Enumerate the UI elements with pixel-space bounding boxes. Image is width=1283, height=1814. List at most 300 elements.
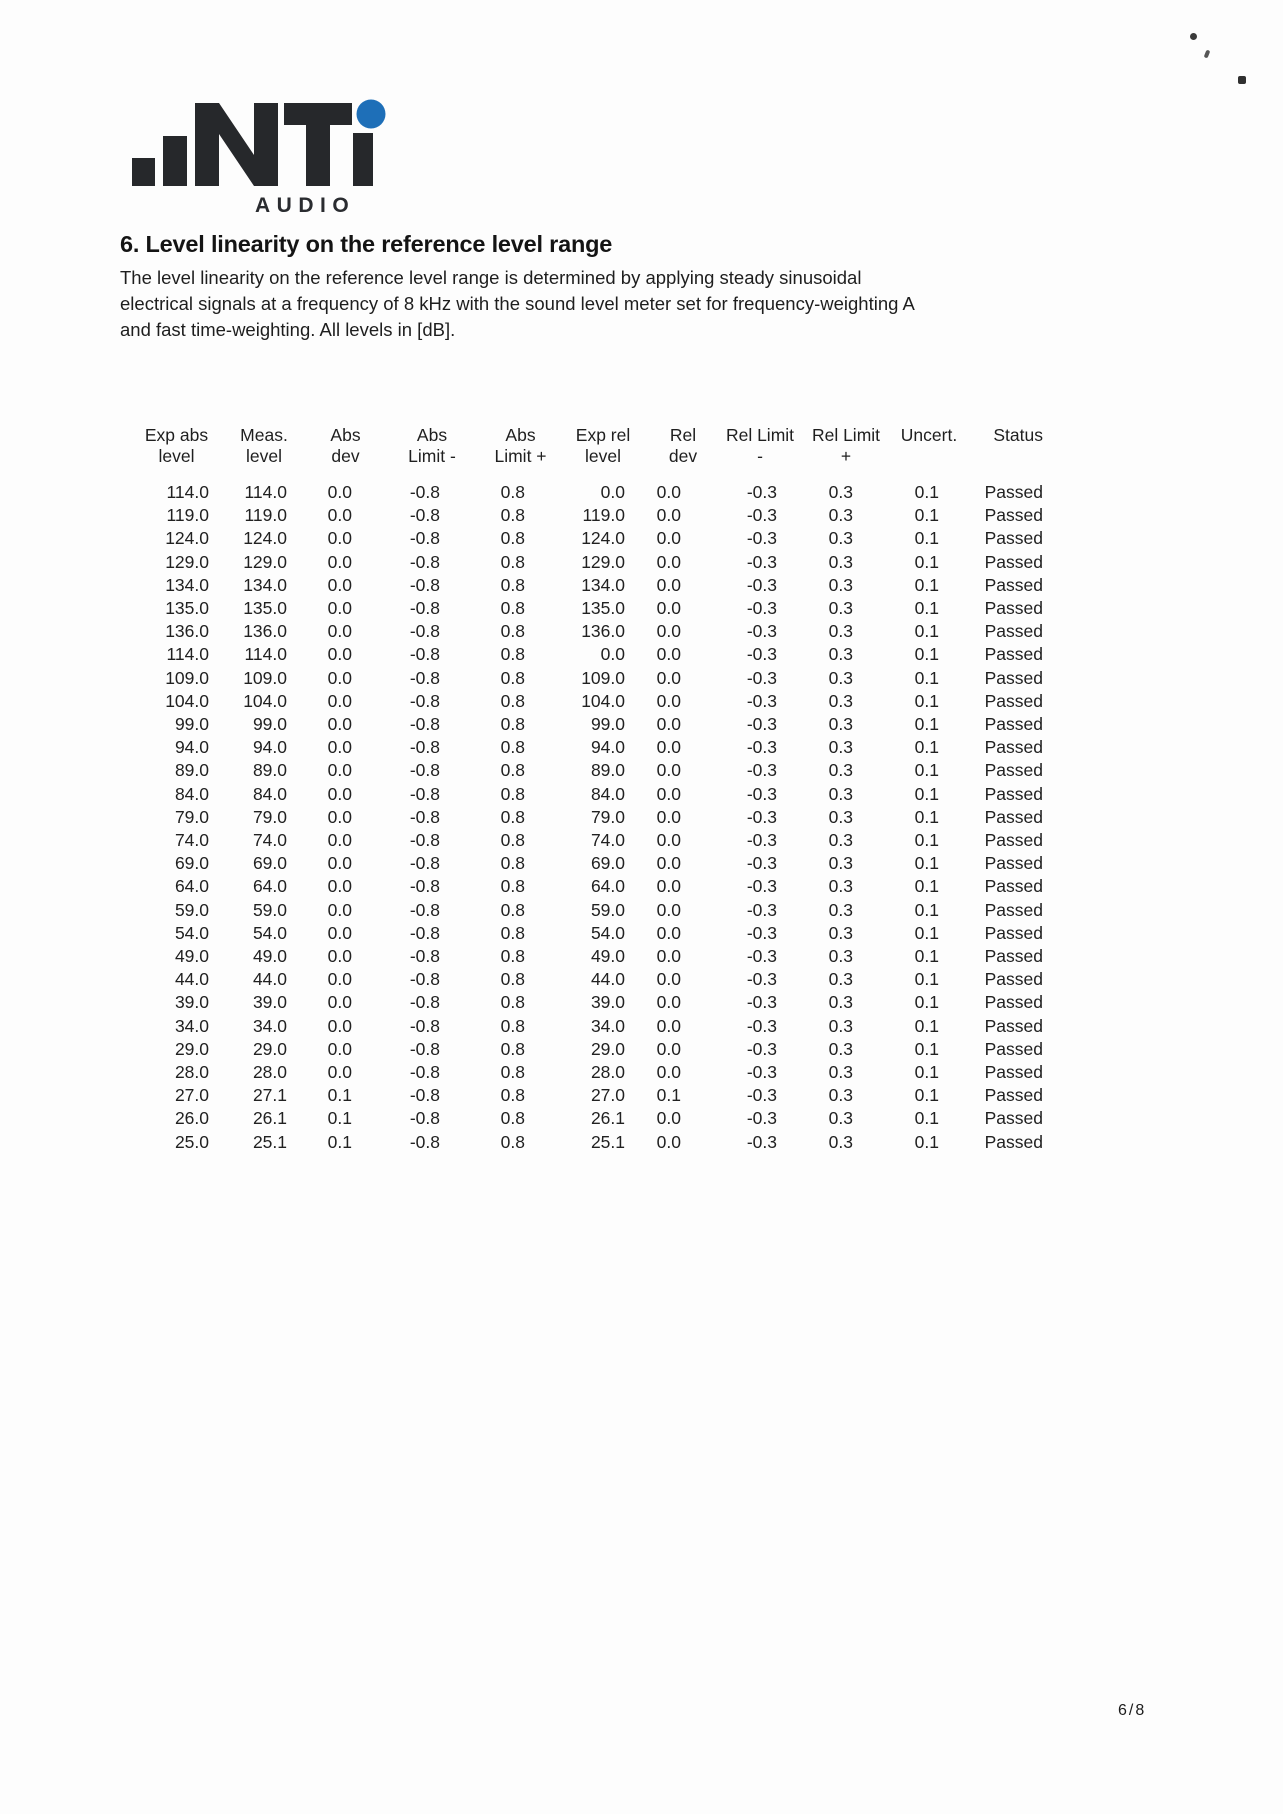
- table-cell: 0.0: [327, 644, 352, 665]
- table-cell: 0.0: [327, 598, 352, 619]
- table-cell: 0.0: [327, 737, 352, 758]
- table-cell: 0.1: [914, 1015, 939, 1036]
- table-cell: 0.0: [327, 969, 352, 990]
- table-cell: -0.8: [409, 621, 440, 642]
- table-cell: Passed: [984, 853, 1043, 874]
- table-cell: -0.8: [409, 714, 440, 735]
- table-row: [120, 968, 1045, 991]
- table-cell: -0.3: [746, 737, 777, 758]
- table-cell: 64.0: [174, 876, 209, 897]
- table-row: [120, 667, 1045, 690]
- table-cell: -0.3: [746, 621, 777, 642]
- table-cell: 89.0: [590, 760, 625, 781]
- table-cell: 0.0: [656, 528, 681, 549]
- table-cell: Passed: [984, 1108, 1043, 1129]
- table-cell: 99.0: [252, 714, 287, 735]
- table-cell: 0.1: [914, 922, 939, 943]
- table-cell: 69.0: [252, 853, 287, 874]
- table-cell: 0.8: [500, 551, 525, 572]
- table-cell: 0.0: [656, 621, 681, 642]
- logo-letter-n: [195, 103, 278, 186]
- table-cell: 39.0: [590, 992, 625, 1013]
- table-row: [120, 1015, 1045, 1038]
- column-header: Abs dev: [330, 425, 361, 466]
- table-cell: 136.0: [581, 621, 625, 642]
- table-cell: 79.0: [590, 806, 625, 827]
- table-cell: -0.3: [746, 946, 777, 967]
- table-cell: 119.0: [582, 505, 625, 526]
- table-cell: -0.3: [746, 760, 777, 781]
- table-cell: 0.0: [656, 505, 681, 526]
- table-cell: 0.0: [327, 621, 352, 642]
- table-cell: 134.0: [165, 574, 209, 595]
- table-cell: 25.1: [590, 1131, 625, 1152]
- table-cell: 0.1: [656, 1085, 681, 1106]
- table-row: [120, 504, 1045, 527]
- table-cell: 0.3: [828, 551, 853, 572]
- table-cell: 0.3: [828, 853, 853, 874]
- table-cell: 59.0: [252, 899, 287, 920]
- table-cell: -0.3: [746, 1085, 777, 1106]
- table-cell: -0.8: [409, 644, 440, 665]
- table-header-row: [120, 420, 1045, 481]
- table-cell: Passed: [984, 969, 1043, 990]
- table-cell: 129.0: [165, 551, 209, 572]
- table-cell: 0.8: [500, 992, 525, 1013]
- table-cell: 0.3: [828, 946, 853, 967]
- logo-letter-t: [284, 103, 352, 186]
- table-cell: 0.1: [914, 574, 939, 595]
- table-row: [120, 620, 1045, 643]
- table-cell: 0.8: [500, 760, 525, 781]
- table-cell: 0.3: [828, 598, 853, 619]
- table-cell: 89.0: [174, 760, 209, 781]
- table-cell: 26.1: [590, 1108, 625, 1129]
- table-cell: 94.0: [590, 737, 625, 758]
- table-cell: 44.0: [252, 969, 287, 990]
- table-cell: 0.0: [656, 806, 681, 827]
- section-level-linearity: [120, 231, 1020, 342]
- column-header: Meas. level: [240, 425, 288, 466]
- table-cell: 54.0: [174, 922, 209, 943]
- table-cell: 0.1: [914, 551, 939, 572]
- table-row: [120, 1061, 1045, 1084]
- table-cell: Passed: [984, 830, 1043, 851]
- table-cell: Passed: [984, 551, 1043, 572]
- table-cell: 0.0: [327, 1015, 352, 1036]
- table-row: [120, 991, 1045, 1014]
- table-cell: 0.0: [327, 505, 352, 526]
- table-cell: Passed: [984, 598, 1043, 619]
- table-cell: -0.3: [746, 1038, 777, 1059]
- table-cell: 0.8: [500, 1015, 525, 1036]
- table-cell: 0.3: [828, 1108, 853, 1129]
- table-cell: 0.1: [914, 1062, 939, 1083]
- table-cell: 27.1: [252, 1085, 287, 1106]
- table-cell: 59.0: [174, 899, 209, 920]
- table-cell: 124.0: [581, 528, 625, 549]
- table-cell: 0.3: [828, 621, 853, 642]
- table-cell: 0.1: [914, 714, 939, 735]
- table-row: [120, 783, 1045, 806]
- table-cell: 134.0: [581, 574, 625, 595]
- table-cell: -0.3: [746, 1108, 777, 1129]
- table-cell: 0.1: [914, 667, 939, 688]
- table-cell: 0.3: [828, 737, 853, 758]
- table-cell: 0.8: [500, 621, 525, 642]
- table-cell: 129.0: [581, 551, 625, 572]
- table-cell: 84.0: [174, 783, 209, 804]
- table-cell: 0.3: [828, 922, 853, 943]
- table-cell: 25.1: [252, 1131, 287, 1152]
- table-cell: 135.0: [581, 598, 625, 619]
- table-cell: 0.1: [914, 737, 939, 758]
- table-row: [120, 481, 1045, 504]
- table-cell: 0.8: [500, 737, 525, 758]
- table-cell: 84.0: [252, 783, 287, 804]
- table-cell: 0.3: [828, 528, 853, 549]
- table-cell: 54.0: [590, 922, 625, 943]
- table-cell: 0.3: [828, 644, 853, 665]
- table-cell: 114.0: [244, 482, 287, 502]
- table-cell: 104.0: [243, 690, 287, 711]
- table-cell: 0.0: [327, 1038, 352, 1059]
- table-cell: Passed: [984, 783, 1043, 804]
- table-cell: 29.0: [174, 1038, 209, 1059]
- table-row: [120, 690, 1045, 713]
- table-cell: 0.0: [656, 690, 681, 711]
- table-cell: -0.8: [409, 1131, 440, 1152]
- table-row: [120, 1084, 1045, 1107]
- table-cell: 0.1: [914, 690, 939, 711]
- table-cell: 0.8: [500, 1085, 525, 1106]
- table-cell: 109.0: [165, 667, 209, 688]
- table-cell: 29.0: [252, 1038, 287, 1059]
- table-cell: 27.0: [590, 1085, 625, 1106]
- table-cell: -0.3: [746, 598, 777, 619]
- logo-audio-label: AUDIO: [255, 194, 356, 217]
- table-cell: 99.0: [174, 714, 209, 735]
- logo-letter-i-dot: [357, 100, 386, 129]
- table-cell: 0.8: [500, 922, 525, 943]
- table-cell: 0.1: [914, 853, 939, 874]
- table-cell: 25.0: [174, 1131, 209, 1152]
- table-cell: Passed: [984, 644, 1043, 665]
- table-cell: 0.8: [500, 482, 525, 502]
- table-cell: 0.8: [500, 1062, 525, 1083]
- table-cell: -0.3: [746, 969, 777, 990]
- table-cell: 34.0: [252, 1015, 287, 1036]
- table-row: [120, 736, 1045, 759]
- table-cell: -0.8: [409, 783, 440, 804]
- table-cell: -0.3: [746, 551, 777, 572]
- table-row: [120, 527, 1045, 550]
- table-cell: 0.0: [327, 946, 352, 967]
- table-cell: 0.8: [500, 1131, 525, 1152]
- table-row: [120, 597, 1045, 620]
- table-cell: -0.3: [746, 667, 777, 688]
- table-cell: 0.0: [656, 1108, 681, 1129]
- table-cell: -0.3: [746, 830, 777, 851]
- table-cell: 0.8: [500, 667, 525, 688]
- table-cell: 0.8: [500, 853, 525, 874]
- table-cell: -0.3: [746, 528, 777, 549]
- table-cell: 0.3: [828, 876, 853, 897]
- table-cell: 0.0: [327, 690, 352, 711]
- table-cell: Passed: [984, 806, 1043, 827]
- table-row: [120, 945, 1045, 968]
- table-cell: 0.8: [500, 505, 525, 526]
- table-cell: Passed: [984, 946, 1043, 967]
- table-cell: -0.8: [409, 946, 440, 967]
- table-cell: -0.8: [409, 690, 440, 711]
- table-cell: 0.0: [327, 783, 352, 804]
- scan-artifact-dot: [1238, 76, 1246, 84]
- table-cell: 0.0: [656, 830, 681, 851]
- table-cell: 0.3: [828, 992, 853, 1013]
- table-cell: 0.1: [914, 1085, 939, 1106]
- table-cell: 0.3: [828, 1131, 853, 1152]
- table-cell: 0.1: [914, 969, 939, 990]
- table-row: [120, 551, 1045, 574]
- table-cell: 0.1: [914, 806, 939, 827]
- column-header: Exp rel level: [575, 425, 631, 466]
- table-cell: 0.0: [656, 482, 681, 502]
- table-row: [120, 1131, 1045, 1154]
- table-cell: 0.8: [500, 598, 525, 619]
- table-cell: 28.0: [590, 1062, 625, 1083]
- table-cell: -0.8: [409, 574, 440, 595]
- nti-audio-logo: [130, 99, 390, 219]
- table-cell: Passed: [984, 992, 1043, 1013]
- table-cell: Passed: [984, 528, 1043, 549]
- table-cell: Passed: [984, 574, 1043, 595]
- table-cell: Passed: [984, 1085, 1043, 1106]
- table-cell: 109.0: [243, 667, 287, 688]
- table-cell: 0.3: [828, 574, 853, 595]
- table-cell: 0.0: [327, 922, 352, 943]
- table-cell: 89.0: [252, 760, 287, 781]
- table-cell: 0.1: [914, 598, 939, 619]
- table-cell: 0.0: [327, 853, 352, 874]
- table-cell: 0.1: [914, 992, 939, 1013]
- table-cell: -0.8: [409, 1085, 440, 1106]
- table-cell: Passed: [984, 621, 1043, 642]
- table-cell: 0.8: [500, 969, 525, 990]
- table-cell: -0.8: [409, 1038, 440, 1059]
- table-cell: 0.0: [327, 482, 352, 502]
- table-cell: 0.1: [914, 760, 939, 781]
- table-cell: 34.0: [174, 1015, 209, 1036]
- table-cell: Passed: [984, 1131, 1043, 1152]
- table-cell: 0.3: [828, 690, 853, 711]
- table-cell: Passed: [984, 922, 1043, 943]
- table-cell: 136.0: [243, 621, 287, 642]
- table-cell: -0.8: [409, 830, 440, 851]
- table-cell: Passed: [984, 690, 1043, 711]
- table-cell: -0.3: [746, 1131, 777, 1152]
- table-row: [120, 759, 1045, 782]
- nti-logomark-icon: [130, 99, 388, 191]
- table-cell: 0.8: [500, 783, 525, 804]
- table-cell: -0.8: [409, 505, 440, 526]
- logo-bar-tall: [163, 136, 187, 186]
- table-cell: 0.0: [327, 760, 352, 781]
- table-cell: 0.0: [656, 1062, 681, 1083]
- table-cell: 119.0: [166, 505, 209, 526]
- column-header: Exp abs level: [144, 425, 209, 466]
- table-cell: 124.0: [243, 528, 287, 549]
- table-cell: 0.1: [914, 830, 939, 851]
- table-cell: 74.0: [590, 830, 625, 851]
- table-cell: 0.0: [600, 644, 625, 665]
- table-cell: -0.8: [409, 551, 440, 572]
- table-cell: 0.1: [914, 1131, 939, 1152]
- table-cell: 0.1: [327, 1108, 352, 1129]
- table-cell: 0.0: [656, 899, 681, 920]
- table-cell: 0.3: [828, 806, 853, 827]
- table-cell: 134.0: [243, 574, 287, 595]
- table-cell: -0.8: [409, 876, 440, 897]
- table-cell: -0.8: [409, 992, 440, 1013]
- scan-artifact-dot: [1190, 33, 1197, 40]
- table-cell: Passed: [984, 667, 1043, 688]
- table-cell: 0.1: [914, 505, 939, 526]
- table-cell: 0.8: [500, 1108, 525, 1129]
- table-cell: 0.0: [327, 714, 352, 735]
- table-cell: 26.1: [252, 1108, 287, 1129]
- table-cell: 0.8: [500, 1038, 525, 1059]
- table-cell: 0.0: [327, 899, 352, 920]
- table-cell: 44.0: [174, 969, 209, 990]
- table-cell: Passed: [984, 1038, 1043, 1059]
- table-row: [120, 806, 1045, 829]
- table-row: [120, 922, 1045, 945]
- table-cell: 69.0: [590, 853, 625, 874]
- table-cell: 0.3: [828, 505, 853, 526]
- table-cell: -0.3: [746, 806, 777, 827]
- column-header: Abs Limit +: [494, 425, 547, 466]
- table-cell: -0.3: [746, 1015, 777, 1036]
- table-cell: 0.3: [828, 783, 853, 804]
- table-cell: 135.0: [165, 598, 209, 619]
- table-cell: 114.0: [166, 482, 209, 502]
- table-cell: 0.0: [656, 551, 681, 572]
- table-cell: -0.3: [746, 899, 777, 920]
- table-cell: -0.3: [746, 574, 777, 595]
- table-cell: 0.8: [500, 528, 525, 549]
- table-cell: 99.0: [590, 714, 625, 735]
- table-cell: Passed: [984, 1062, 1043, 1083]
- table-cell: 119.0: [244, 505, 287, 526]
- column-header: Status: [993, 425, 1043, 445]
- table-cell: 49.0: [174, 946, 209, 967]
- table-cell: 0.0: [656, 644, 681, 665]
- table-cell: 0.1: [914, 621, 939, 642]
- table-cell: 0.1: [914, 528, 939, 549]
- table-cell: 0.3: [828, 1015, 853, 1036]
- table-cell: 124.0: [165, 528, 209, 549]
- table-cell: 49.0: [252, 946, 287, 967]
- table-cell: 0.1: [914, 876, 939, 897]
- table-row: [120, 852, 1045, 875]
- table-row: [120, 829, 1045, 852]
- table-cell: 0.0: [656, 737, 681, 758]
- table-cell: 0.0: [327, 876, 352, 897]
- table-cell: 94.0: [252, 737, 287, 758]
- table-cell: -0.8: [409, 482, 440, 502]
- table-cell: -0.8: [409, 1062, 440, 1083]
- table-cell: 0.0: [327, 528, 352, 549]
- table-cell: 0.1: [914, 946, 939, 967]
- table-cell: -0.8: [409, 899, 440, 920]
- table-cell: 0.0: [656, 876, 681, 897]
- table-cell: 64.0: [252, 876, 287, 897]
- table-cell: 0.3: [828, 760, 853, 781]
- table-cell: 135.0: [243, 598, 287, 619]
- table-cell: -0.3: [746, 505, 777, 526]
- table-cell: Passed: [984, 876, 1043, 897]
- section-body-line: and fast time-weighting. All levels in [dB].: [120, 318, 456, 340]
- table-cell: 0.0: [656, 1015, 681, 1036]
- table-cell: 0.0: [656, 853, 681, 874]
- table-cell: 0.0: [656, 992, 681, 1013]
- table-cell: 0.8: [500, 899, 525, 920]
- table-cell: Passed: [984, 760, 1043, 781]
- table-cell: 114.0: [166, 644, 209, 665]
- table-cell: 29.0: [590, 1038, 625, 1059]
- table-cell: 0.0: [327, 830, 352, 851]
- table-cell: 0.8: [500, 690, 525, 711]
- scan-artifact-dot: [1204, 50, 1211, 59]
- table-cell: 34.0: [590, 1015, 625, 1036]
- table-cell: 0.0: [327, 551, 352, 572]
- table-cell: 0.0: [600, 482, 625, 502]
- table-cell: 59.0: [590, 899, 625, 920]
- table-cell: -0.8: [409, 760, 440, 781]
- table-cell: 0.1: [914, 783, 939, 804]
- table-cell: 39.0: [174, 992, 209, 1013]
- table-cell: 0.0: [656, 969, 681, 990]
- table-cell: 28.0: [174, 1062, 209, 1083]
- table-cell: 0.0: [327, 667, 352, 688]
- table-cell: 0.3: [828, 899, 853, 920]
- table-cell: 49.0: [590, 946, 625, 967]
- table-cell: 0.0: [656, 946, 681, 967]
- table-cell: 0.8: [500, 946, 525, 967]
- column-header: Rel dev: [668, 425, 698, 466]
- table-cell: -0.8: [409, 737, 440, 758]
- table-cell: -0.3: [746, 853, 777, 874]
- column-header: Abs Limit -: [408, 425, 456, 466]
- table-cell: 27.0: [174, 1085, 209, 1106]
- table-cell: -0.3: [746, 876, 777, 897]
- table-cell: 0.8: [500, 806, 525, 827]
- table-cell: 0.0: [656, 1038, 681, 1059]
- table-cell: 0.8: [500, 830, 525, 851]
- table-cell: 0.1: [327, 1131, 352, 1152]
- table-cell: -0.8: [409, 1108, 440, 1129]
- table-row: [120, 713, 1045, 736]
- table-cell: Passed: [984, 482, 1043, 502]
- linearity-table: [120, 420, 1045, 1154]
- table-row: [120, 574, 1045, 597]
- table-cell: 104.0: [581, 690, 625, 711]
- table-cell: 0.0: [656, 922, 681, 943]
- table-cell: -0.3: [746, 690, 777, 711]
- table-cell: 26.0: [174, 1108, 209, 1129]
- table-cell: -0.3: [746, 482, 777, 502]
